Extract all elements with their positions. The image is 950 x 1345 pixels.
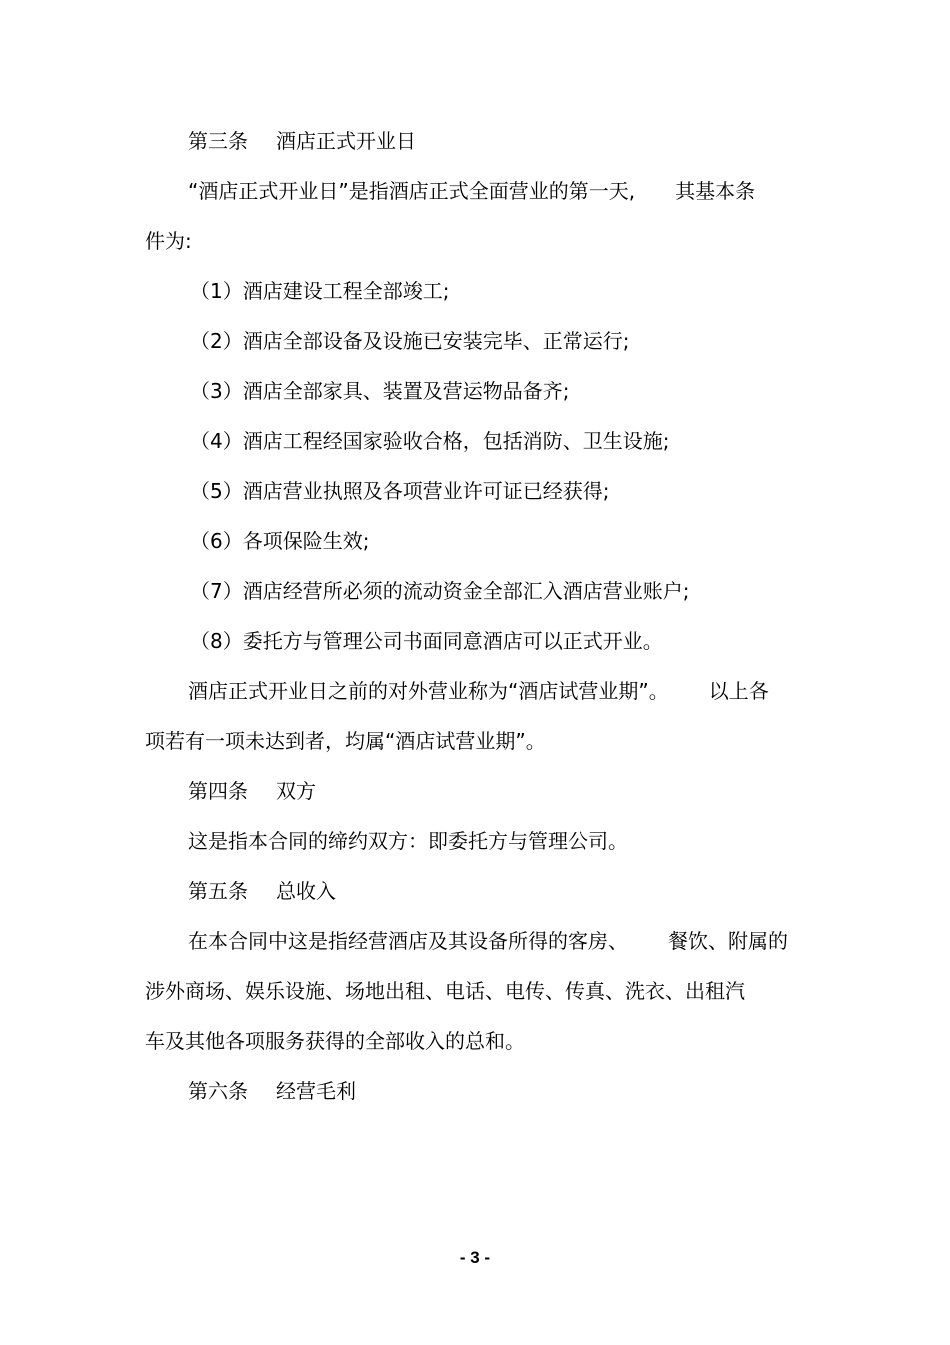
article6-heading [188,1077,356,1105]
trial-period-line2: 项若有一项未达到者，均属“酒店试营业期”。 [145,729,546,753]
article5-heading [188,877,336,905]
article5-body-line3: 车及其他各项服务获得的全部收入的总和。 [145,1029,525,1053]
article3-title: 酒店正式开业日 [276,129,416,153]
condition-item-6: （6）各项保险生效; [190,529,370,553]
trial-period-part2: 以上各 [708,679,769,703]
condition-item-1: （1）酒店建设工程全部竣工; [190,279,450,303]
article5-body-line2: 涉外商场、娱乐设施、场地出租、电话、电传、传真、洗衣、出租汽 [145,979,745,1003]
condition-item-7: （7）酒店经营所必须的流动资金全部汇入酒店营业账户; [190,579,690,603]
article3-heading [188,127,416,155]
condition-item-5: （5）酒店营业执照及各项营业许可证已经获得; [190,479,610,503]
article5-body-part1: 在本合同中这是指经营酒店及其设备所得的客房、 [188,929,628,953]
article5-title: 总收入 [276,879,336,903]
article5-body-line1 [188,927,788,955]
condition-item-8: （8）委托方与管理公司书面同意酒店可以正式开业。 [190,629,663,653]
article6-title: 经营毛利 [276,1079,356,1103]
condition-item-2: （2）酒店全部设备及设施已安装完毕、正常运行; [190,329,630,353]
trial-period-part1: 酒店正式开业日之前的对外营业称为“酒店试营业期”。 [188,679,669,703]
article3-number: 第三条 [188,129,248,153]
article5-body-part2: 餐饮、附属的 [668,929,788,953]
article5-number: 第五条 [188,879,248,903]
trial-period-line1 [188,677,769,705]
article4-number: 第四条 [188,779,248,803]
condition-item-3: （3）酒店全部家具、装置及营运物品备齐; [190,379,570,403]
article4-title: 双方 [276,779,316,803]
article3-definition-part2: 其基本条 [675,179,756,203]
article6-number: 第六条 [188,1079,248,1103]
condition-item-4: （4）酒店工程经国家验收合格，包括消防、卫生设施; [190,429,670,453]
article3-definition-part1: “酒店正式开业日”是指酒店正式全面营业的第一天, [188,179,636,203]
article3-definition-line1 [188,177,755,205]
article4-heading [188,777,316,805]
page-number: - 3 - [459,1248,491,1267]
article4-body: 这是指本合同的缔约双方：即委托方与管理公司。 [188,829,628,853]
article3-definition-line2: 件为: [145,229,192,253]
